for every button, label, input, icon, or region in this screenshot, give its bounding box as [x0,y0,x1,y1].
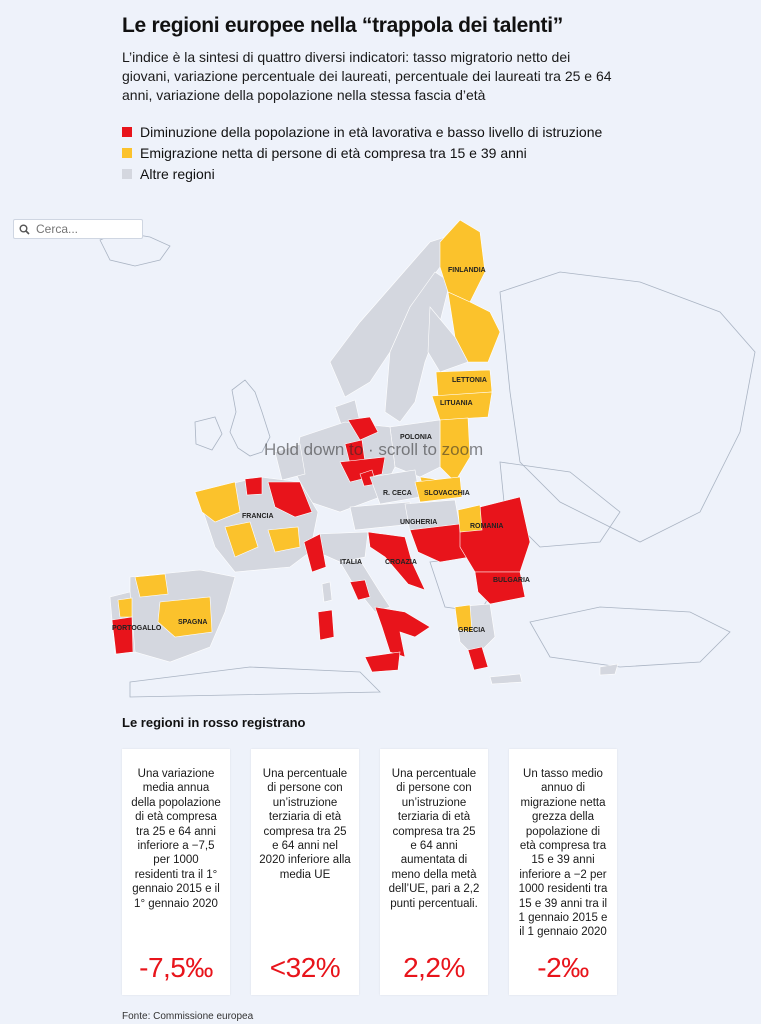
region-greece-red[interactable] [468,647,488,670]
stat-card-value: -2‰ [537,952,589,983]
label-finlandia: FINLANDIA [448,267,486,274]
label-lituania: LITUANIA [440,400,473,407]
ireland-outline [195,417,222,450]
stat-card-text: Una percentuale di persone con un’istruzione terziaria di età compresa tra 25 e 64 anni aumentata di meno della metà dell’UE, pari a 2,2 punti percentuali. [388,768,480,910]
legend-swatch-yellow [122,148,132,158]
north-africa-outline [130,667,380,697]
region-portugal-yellow[interactable] [118,598,132,617]
label-lettonia: LETTONIA [452,377,487,384]
legend-label: Diminuzione della popolazione in età lavorativa e basso livello di istruzione [140,123,603,140]
stats-heading: Le regioni in rosso registrano [122,715,306,730]
label-romania: ROMANIA [470,523,504,530]
label-rceca: R. CECA [383,490,412,497]
russia-outline [500,272,755,542]
label-italia: ITALIA [340,559,363,566]
source-note: Fonte: Commissione europea [122,1011,254,1022]
stat-card-value: <32% [269,952,341,983]
label-spagna: SPAGNA [178,619,208,626]
legend-swatch-red [122,127,132,137]
stat-card-text: Una percentuale di persone con un’istruzione terziaria di età compresa tra 25 e 64 anni nel 2020 inferiore alla media UE [259,768,351,881]
turkey-outline [530,607,730,667]
label-grecia: GRECIA [458,627,486,634]
region-sardinia[interactable] [318,610,334,640]
search-icon [19,224,30,235]
region-italy-north[interactable] [318,532,368,562]
legend-item-red [122,121,602,142]
zoom-hint: Hold down to · scroll to zoom [264,440,484,459]
label-bulgaria: BULGARIA [493,577,530,584]
legend-item-yellow [122,142,602,163]
region-italy-red-south[interactable] [375,607,430,657]
label-ungheria: UNGHERIA [400,519,438,526]
legend-item-grey [122,163,602,184]
stat-card-value: 2,2% [403,952,465,983]
label-croazia: CROAZIA [385,559,417,566]
label-slovacchia: SLOVACCHIA [424,490,470,497]
region-sicily[interactable] [365,652,400,672]
label-francia: FRANCIA [242,513,274,520]
legend-label: Emigrazione netta di persone di età compresa tra 15 e 39 anni [140,144,527,161]
stat-card-text: Un tasso medio annuo di migrazione netta grezza della popolazione di età compresa tra 15 e 39 anni inferiore a −2 per 1000 residenti tra 15 e 39 anni tra il 1 gennaio 2015 e il 1 gennaio 2020 [518,768,608,939]
label-polonia: POLONIA [400,434,432,441]
label-portogallo: PORTOGALLO [112,625,162,632]
map-legend [122,121,602,184]
legend-label: Altre regioni [140,165,215,182]
page-title: Le regioni europee nella “trappola dei talenti” [122,14,563,37]
stat-card-value: -7,5‰ [139,952,213,983]
region-corsica[interactable] [322,582,332,602]
region-cyprus[interactable] [600,664,618,675]
map-search[interactable] [13,219,143,239]
search-input[interactable] [34,221,138,237]
region-crete[interactable] [490,674,522,684]
legend-swatch-grey [122,169,132,179]
stat-card-text: Una variazione media annua della popolazione di età compresa tra 25 e 64 anni inferiore a −7,5 per 1000 residenti tra il 1° gennaio 2015 e il 1° gennaio 2020 [131,768,221,910]
region-france-red-small[interactable] [245,477,262,495]
region-portugal-red[interactable] [112,617,133,654]
region-spain-yellow-n[interactable] [135,574,168,597]
page-subtitle: L’indice è la sintesi di quattro diversi indicatori: tasso migratorio netto dei giovani, variazione percentuale dei laureati, percentuale dei laureati tra 25 e 64 anni, variazione della popolazione nella stessa fascia d’età [122,49,612,103]
